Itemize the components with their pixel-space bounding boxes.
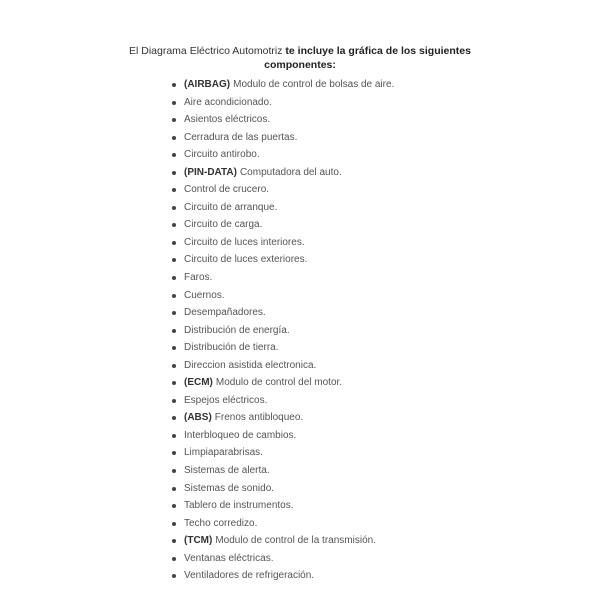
component-text: Desempañadores. <box>184 307 266 319</box>
component-list-item <box>170 480 394 498</box>
bullet-icon <box>172 346 176 350</box>
bullet-icon <box>172 258 176 262</box>
component-text: Frenos antibloqueo. <box>214 412 304 424</box>
component-list-item <box>170 374 394 392</box>
component-code: (ABS) <box>184 412 212 424</box>
intro-prefix: El Diagrama Eléctrico Automotriz <box>129 45 283 57</box>
component-list-item <box>170 287 394 305</box>
component-code: (AIRBAG) <box>184 79 231 90</box>
component-list-item <box>170 322 394 340</box>
bullet-icon <box>172 206 176 210</box>
component-list-item <box>170 251 394 269</box>
component-text: Limpiaparabrisas. <box>184 447 263 459</box>
bullet-icon <box>172 294 176 298</box>
bullet-icon <box>172 276 176 280</box>
component-text: Circuito de luces exteriores. <box>184 254 308 266</box>
component-text: Aire acondicionado. <box>184 96 272 108</box>
bullet-icon <box>172 574 176 578</box>
bullet-icon <box>172 487 176 491</box>
component-list-item <box>170 76 394 94</box>
bullet-icon <box>172 416 176 420</box>
component-list-item <box>170 111 394 129</box>
bullet-icon <box>172 136 176 140</box>
component-list-item <box>170 567 394 585</box>
component-code: (ECM) <box>184 377 213 389</box>
component-code: (PIN-DATA) <box>184 166 237 178</box>
component-text: Techo corredizo. <box>184 517 258 529</box>
component-text: Cerradura de las puertas. <box>184 131 298 143</box>
component-text: Circuito de carga. <box>184 219 263 231</box>
bullet-icon <box>172 557 176 561</box>
bullet-icon <box>172 101 176 105</box>
bullet-icon <box>172 188 176 192</box>
bullet-icon <box>172 311 176 315</box>
component-text: Modulo de control del motor. <box>215 377 343 389</box>
component-list-item <box>170 339 394 357</box>
bullet-icon <box>172 83 176 87</box>
bullet-icon <box>172 399 176 403</box>
bullet-icon <box>172 329 176 333</box>
component-text: Espejos eléctricos. <box>184 394 268 406</box>
component-text: Cuernos. <box>184 289 225 301</box>
component-code: (TCM) <box>184 535 213 547</box>
component-text: Modulo de control de bolsas de aire. <box>233 79 395 90</box>
bullet-icon <box>172 364 176 368</box>
bullet-icon <box>172 381 176 385</box>
component-list-item <box>170 427 394 445</box>
component-list-item <box>170 444 394 462</box>
component-text: Computadora del auto. <box>239 166 342 178</box>
component-text: Distribución de energía. <box>184 324 290 336</box>
bullet-icon <box>172 171 176 175</box>
component-list-item <box>170 94 394 112</box>
component-text: Sistemas de sonido. <box>184 482 275 494</box>
component-list-item <box>170 550 394 568</box>
component-list-item <box>170 532 394 550</box>
component-text: Ventanas eléctricas. <box>184 552 274 564</box>
component-text: Distribución de tierra. <box>184 342 279 354</box>
intro-heading <box>110 44 490 72</box>
component-list-item <box>170 199 394 217</box>
component-list-item <box>170 304 394 322</box>
component-text: Circuito antirobo. <box>184 149 260 161</box>
bullet-icon <box>172 153 176 157</box>
component-list-item <box>170 129 394 147</box>
bullet-icon <box>172 522 176 526</box>
component-list-item <box>170 181 394 199</box>
component-list-item <box>170 146 394 164</box>
component-list-item <box>170 216 394 234</box>
bullet-icon <box>172 451 176 455</box>
component-list-item <box>170 164 394 182</box>
component-text: Asientos eléctricos. <box>184 114 271 126</box>
bullet-icon <box>172 504 176 508</box>
component-text: Circuito de arranque. <box>184 201 278 213</box>
component-list-item <box>170 392 394 410</box>
component-list-item <box>170 409 394 427</box>
component-text: Sistemas de alerta. <box>184 465 270 477</box>
bullet-icon <box>172 241 176 245</box>
bullet-icon <box>172 539 176 543</box>
component-text: Interbloqueo de cambios. <box>184 429 297 441</box>
component-list-item <box>170 234 394 252</box>
component-text: Circuito de luces interiores. <box>184 236 305 248</box>
bullet-icon <box>172 434 176 438</box>
component-text: Modulo de control de la transmisión. <box>215 535 376 547</box>
component-text: Faros. <box>184 272 213 284</box>
component-list-item <box>170 269 394 287</box>
component-list-item <box>170 462 394 480</box>
intro-bold: te incluye la gráfica de los siguientes componentes: <box>264 45 471 71</box>
component-text: Direccion asistida electronica. <box>184 359 317 371</box>
component-text: Control de crucero. <box>184 184 270 196</box>
component-list-item <box>170 515 394 533</box>
component-list-item <box>170 497 394 515</box>
component-list <box>170 76 394 585</box>
component-text: Ventiladores de refrigeración. <box>184 570 315 582</box>
bullet-icon <box>172 223 176 227</box>
component-list-item <box>170 357 394 375</box>
bullet-icon <box>172 469 176 473</box>
bullet-icon <box>172 118 176 122</box>
component-text: Tablero de instrumentos. <box>184 500 294 512</box>
